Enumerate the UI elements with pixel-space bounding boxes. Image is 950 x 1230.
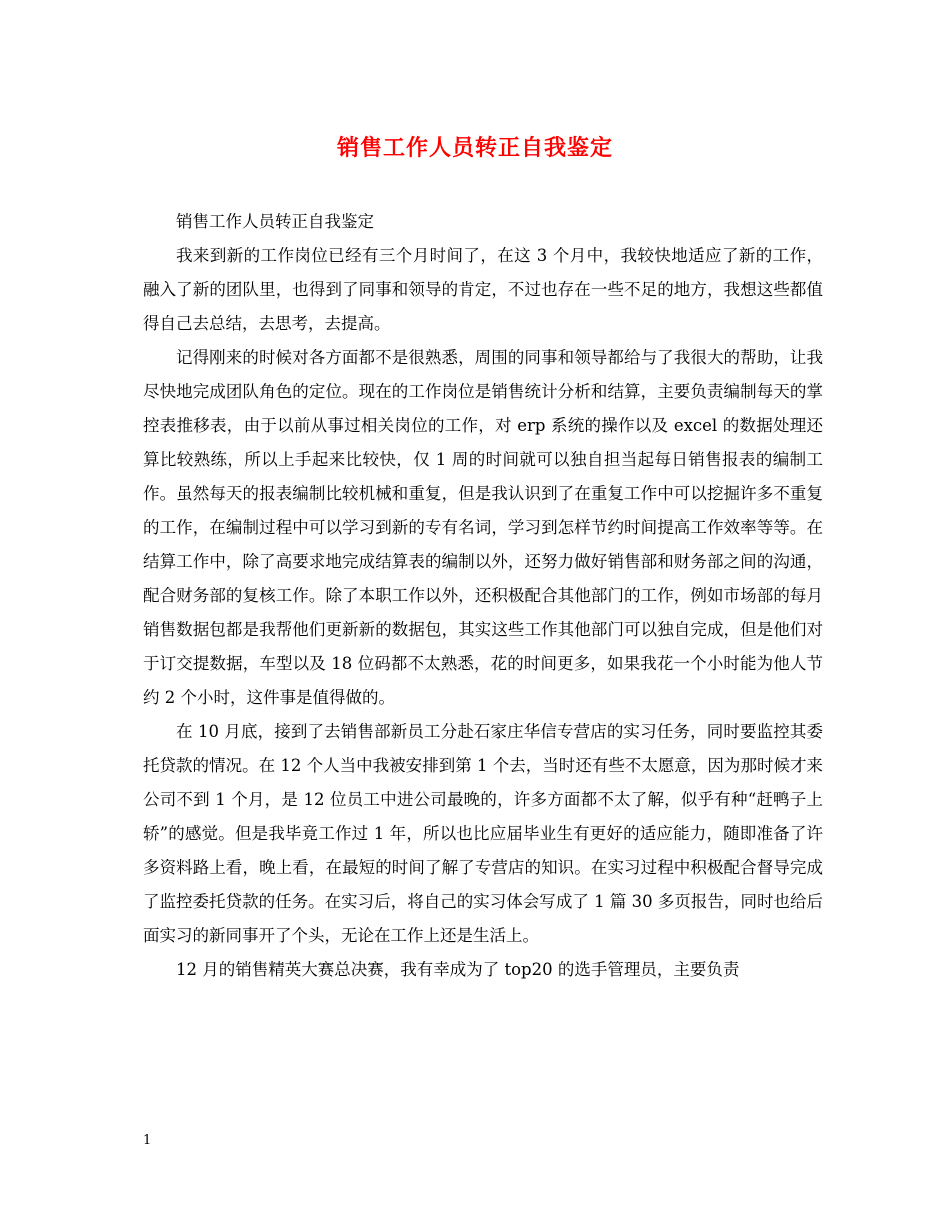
body-paragraph: 记得刚来的时候对各方面都不是很熟悉，周围的同事和领导都给与了我很大的帮助，让我尽快地完成团队角色的定位。现在的工作岗位是销售统计分析和结算，主要负责编制每天的掌控表推移表，由于以前从事过相关岗位的工作，对 erp 系统的操作以及 excel 的数据处理还算比较熟练，所以上手起来比较快，仅 1 周的时间就可以独自担当起每日销售报表的编制工作。虽然每天的报表编制比较机械和重复，但是我认识到了在重复工作中可以挖掘许多不重复的工作，在编制过程中可以学习到新的专有名词，学习到怎样节约时间提高工作效率等等。在结算工作中，除了高要求地完成结算表的编制以外，还努力做好销售部和财务部之间的沟通，配合财务部的复核工作。除了本职工作以外，还积极配合其他部门的工作，例如市场部的每月销售数据包都是我帮他们更新新的数据包，其实这些工作其他部门可以独自完成，但是他们对于订交提数据，车型以及 18 位码都不太熟悉，花的时间更多，如果我花一个小时能为他人节约 2 个小时，这件事是值得做的。 [143,348,823,707]
body-paragraph-heading: 销售工作人员转正自我鉴定 [176,212,374,231]
body-paragraph: 我来到新的工作岗位已经有三个月时间了，在这 3 个月中，我较快地适应了新的工作，融入了新的团队里，也得到了同事和领导的肯定，不过也存在一些不足的地方，我想这些都值得自己去总结，去思考，去提高。 [143,246,823,333]
document-title: 销售工作人员转正自我鉴定 [336,135,613,161]
document-body [143,205,823,987]
body-paragraph: 在 10 月底，接到了去销售部新员工分赴石家庄华信专营店的实习任务，同时要监控其委托贷款的情况。在 12 个人当中我被安排到第 1 个去，当时还有些不太愿意，因为那时候才来公司不到 1 个月，是 12 位员工中进公司最晚的，许多方面都不太了解，似乎有种“赶鸭子上轿”的感觉。但是我毕竟工作过 1 年，所以也比应届毕业生有更好的适应能力，随即准备了许多资料路上看，晚上看，在最短的时间了解了专营店的知识。在实习过程中积极配合督导完成了监控委托贷款的任务。在实习后，将自己的实习体会写成了 1 篇 30 多页报告，同时也给后面实习的新同事开了个头，无论在工作上还是生活上。 [143,722,823,945]
body-paragraph: 12 月的销售精英大赛总决赛，我有幸成为了 top20 的选手管理员，主要负责 [176,960,740,979]
page-number: 1 [143,1133,152,1148]
